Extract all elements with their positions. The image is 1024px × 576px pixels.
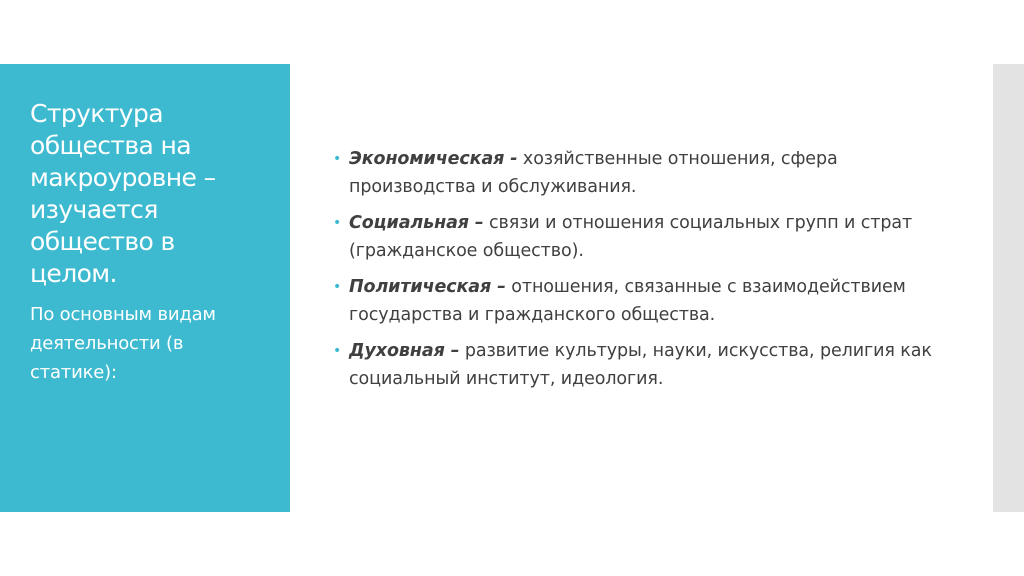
bullet-text: связи и отношения социальных групп и страт (гражданское общество). — [349, 213, 913, 261]
bullet-text: отношения, связанные с взаимодействием государства и гражданского общества. — [349, 277, 906, 325]
slide-subtitle: По основным видам деятельности (в статике): — [30, 304, 216, 383]
bullet-item-economic — [333, 145, 953, 201]
bullet-item-political — [333, 273, 953, 329]
bullet-icon: • — [333, 151, 342, 167]
bullet-text: развитие культуры, науки, искусства, религия как социальный институт, идеология. — [349, 341, 932, 389]
side-decoration-bar — [993, 64, 1024, 512]
bullet-icon: • — [333, 343, 342, 359]
slide-title: Структура общества на макроуровне – изучается общество в целом. — [30, 99, 216, 288]
bullet-item-spiritual — [333, 337, 953, 393]
bullet-list — [333, 145, 953, 401]
bullet-term: Экономическая - — [349, 149, 518, 169]
bullet-item-social — [333, 209, 953, 265]
bullet-term: Политическая – — [349, 277, 506, 297]
bullet-icon: • — [333, 215, 342, 231]
bullet-term: Духовная – — [349, 341, 460, 361]
bullet-term: Социальная – — [349, 213, 484, 233]
bullet-icon: • — [333, 279, 342, 295]
bullet-text: хозяйственные отношения, сфера производства и обслуживания. — [349, 149, 838, 197]
